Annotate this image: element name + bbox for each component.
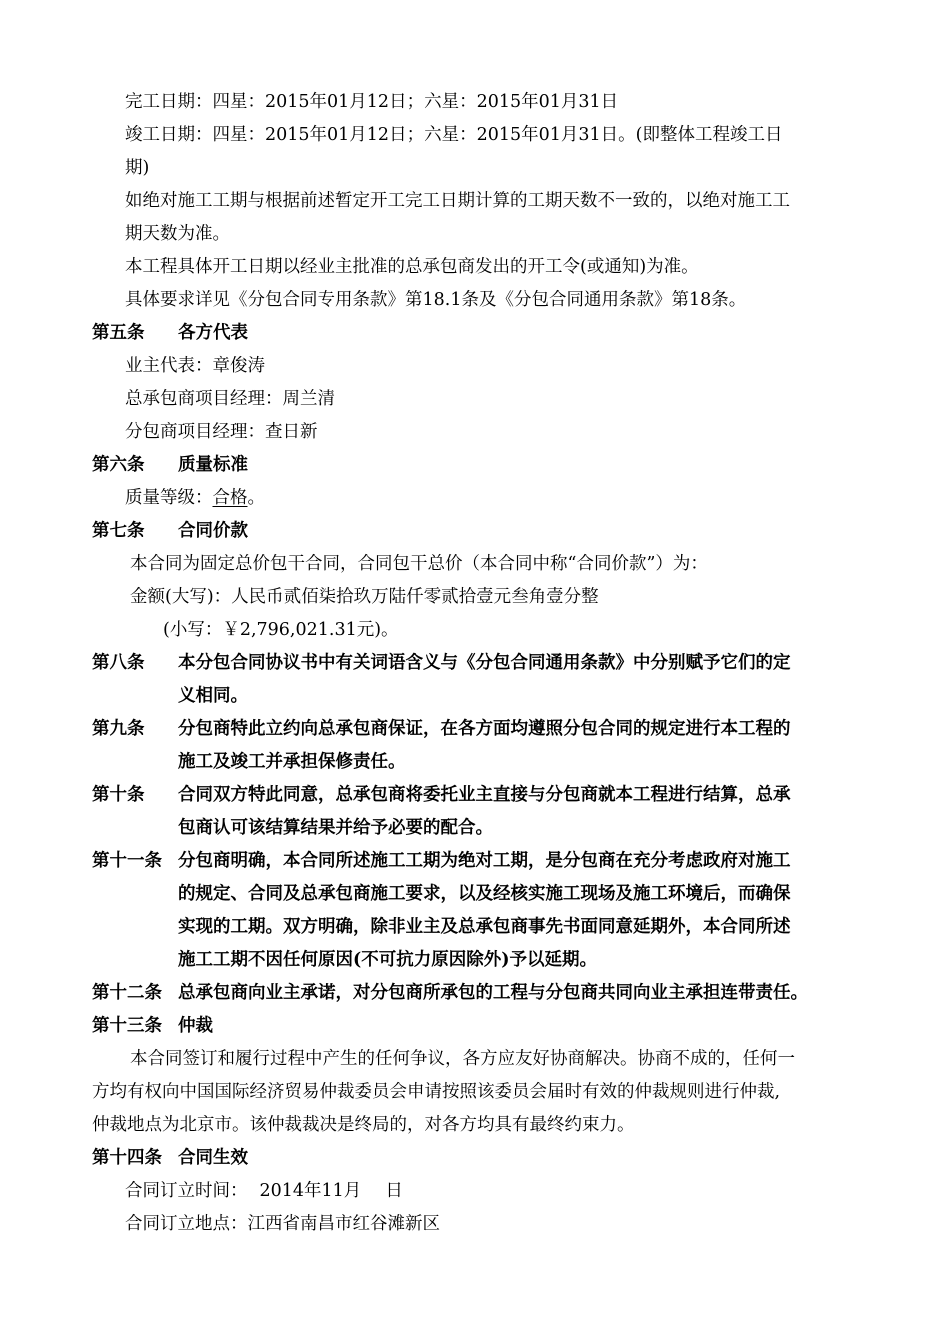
signing-date-value: 2014年11月 (259, 1181, 362, 1201)
absolute-period-line: 如绝对施工工期与根据前述暂定开工完工日期计算的工期天数不一致的，以绝对施工工 (125, 191, 790, 211)
signing-place-line: 合同订立地点：江西省南昌市红谷滩新区 (125, 1214, 440, 1234)
signing-date-day: 日 (385, 1181, 403, 1201)
article-13-number: 第十三条 (92, 1016, 162, 1036)
article-6-number: 第六条 (92, 455, 145, 475)
article-8-number: 第八条 (92, 653, 145, 673)
article-10-line-1: 合同双方特此同意，总承包商将委托业主直接与分包商就本工程进行结算，总承 (178, 785, 791, 805)
completion-date-line: 完工日期：四星：2015年01月12日；六星：2015年01月31日 (125, 92, 619, 112)
article-5-number: 第五条 (92, 323, 145, 343)
article-7-title: 合同价款 (178, 521, 248, 541)
amount-in-figures: (小写：￥2,796,021.31元)。 (163, 620, 399, 640)
article-8-line-2: 义相同。 (178, 686, 248, 706)
gc-project-manager: 总承包商项目经理：周兰清 (125, 389, 335, 409)
article-12-line-1: 总承包商向业主承诺，对分包商所承包的工程与分包商共同向业主承担连带责任。 (178, 983, 808, 1003)
article-11-line-2: 的规定、合同及总承包商施工要求，以及经核实施工现场及施工环境后，而确保 (178, 884, 791, 904)
quality-grade-label: 质量等级： (125, 488, 213, 508)
article-12-number: 第十二条 (92, 983, 162, 1003)
acceptance-date-line: 竣工日期：四星：2015年01月12日；六星：2015年01月31日。(即整体工程竣工日 (125, 125, 783, 145)
article-8-line-1: 本分包合同协议书中有关词语含义与《分包合同通用条款》中分别赋予它们的定 (178, 653, 791, 673)
article-13-title: 仲裁 (178, 1016, 213, 1036)
arbitration-line-3: 仲裁地点为北京市。该仲裁裁决是终局的，对各方均具有最终约束力。 (92, 1115, 635, 1135)
article-14-title: 合同生效 (178, 1148, 248, 1168)
contract-price-intro: 本合同为固定总价包干合同，合同包干总价（本合同中称“合同价款”）为： (130, 554, 708, 574)
article-11-line-1: 分包商明确，本合同所述施工工期为绝对工期，是分包商在充分考虑政府对施工 (178, 851, 791, 871)
arbitration-line-1: 本合同签订和履行过程中产生的任何争议，各方应友好协商解决。协商不成的，任何一 (130, 1049, 795, 1069)
article-6-title: 质量标准 (178, 455, 248, 475)
article-10-number: 第十条 (92, 785, 145, 805)
quality-grade-line (125, 490, 265, 508)
start-date-line: 本工程具体开工日期以经业主批准的总承包商发出的开工令(或通知)为准。 (125, 257, 699, 277)
quality-grade-end: 。 (247, 488, 265, 508)
article-9-line-2: 施工及竣工并承担保修责任。 (178, 752, 406, 772)
article-9-line-1: 分包商特此立约向总承包商保证，在各方面均遵照分包合同的规定进行本工程的 (178, 719, 791, 739)
article-14-number: 第十四条 (92, 1148, 162, 1168)
article-11-number: 第十一条 (92, 851, 162, 871)
article-11-line-3: 实现的工期。双方明确，除非业主及总承包商事先书面同意延期外，本合同所述 (178, 917, 791, 937)
owner-representative: 业主代表：章俊涛 (125, 356, 265, 376)
article-5-title: 各方代表 (178, 323, 248, 343)
absolute-period-line-cont: 期天数为准。 (125, 224, 230, 244)
article-9-number: 第九条 (92, 719, 145, 739)
article-11-line-4: 施工工期不因任何原因(不可抗力原因除外)予以延期。 (178, 950, 598, 970)
signing-date-line (125, 1183, 403, 1201)
article-10-line-2: 包商认可该结算结果并给予必要的配合。 (178, 818, 493, 838)
reference-line: 具体要求详见《分包合同专用条款》第18.1条及《分包合同通用条款》第18条。 (125, 290, 747, 310)
quality-grade-value: 合格 (212, 488, 248, 508)
amount-in-words: 金额(大写)：人民币贰佰柒拾玖万陆仟零贰拾壹元叁角壹分整 (130, 587, 599, 607)
arbitration-line-2: 方均有权向中国国际经济贸易仲裁委员会申请按照该委员会届时有效的仲裁规则进行仲裁, (92, 1082, 781, 1102)
sub-project-manager: 分包商项目经理：查日新 (125, 422, 318, 442)
acceptance-date-line-cont: 期) (125, 158, 150, 178)
article-7-number: 第七条 (92, 521, 145, 541)
signing-date-label: 合同订立时间： (125, 1181, 248, 1201)
